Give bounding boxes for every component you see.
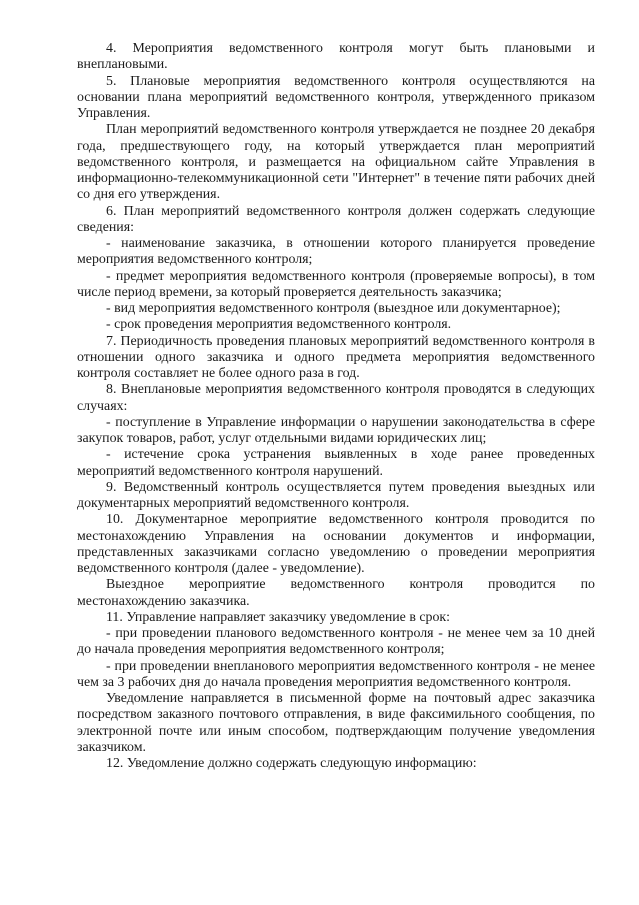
paragraph-item-11: 11. Управление направляет заказчику уведомление в срок:: [106, 609, 451, 625]
paragraph-item-5: 5. Плановые мероприятия ведомственного контроля осуществляются на основании плана мероприятий ведомственного контроля, утвержденного приказом Управления.: [77, 73, 595, 121]
paragraph-item-7: 7. Периодичность проведения плановых мероприятий ведомственного контроля в отношении одного заказчика и одного предмета мероприятия ведомственного контроля составляет не более одного раза в год.: [77, 333, 595, 381]
list-item-deadline-expiry: - истечение срока устранения выявленных в ходе ранее проведенных мероприятий ведомственного контроля нарушений.: [77, 447, 595, 479]
paragraph-item-10: 10. Документарное мероприятие ведомственного контроля проводится по местонахождению Управления на основании документов и информации, представленных заказчиками согласно уведомлению о проведении мероприятия ведомственного контроля (далее - уведомление).: [77, 512, 595, 576]
list-item-planned-notice: - при проведении планового ведомственного контроля - не менее чем за 10 дней до начала проведения мероприятия ведомственного контроля;: [77, 626, 595, 658]
paragraph-notice-delivery: Уведомление направляется в письменной форме на почтовый адрес заказчика посредством заказного почтового отправления, в виде факсимильного сообщения, по электронной почте или иным способом, подтверждающим получение уведомления заказчиком.: [77, 691, 595, 755]
paragraph-item-6: 6. План мероприятий ведомственного контроля должен содержать следующие сведения:: [77, 203, 595, 235]
list-item-customer-name: - наименование заказчика, в отношении которого планируется проведение мероприятия ведомственного контроля;: [77, 236, 595, 268]
paragraph-plan-approval: План мероприятий ведомственного контроля утверждается не позднее 20 декабря года, предшествующего году, на который утверждается план мероприятий ведомственного контроля, и размещается на официальном сайте Управления в информационно-телекоммуникационной сети "Интернет" в течение пяти рабочих дней со дня его утверждения.: [77, 122, 595, 203]
paragraph-item-9: 9. Ведомственный контроль осуществляется путем проведения выездных или документарных мероприятий ведомственного контроля.: [77, 479, 595, 511]
list-item-control-subject: - предмет мероприятия ведомственного контроля (проверяемые вопросы), в том числе период времени, за который проверяется деятельность заказчика;: [77, 268, 595, 300]
paragraph-item-12: 12. Уведомление должно содержать следующую информацию:: [106, 756, 477, 771]
list-item-control-term: - срок проведения мероприятия ведомственного контроля.: [106, 317, 452, 333]
list-item-control-type: - вид мероприятия ведомственного контроля (выездное или документарное);: [106, 301, 561, 316]
paragraph-item-4: 4. Мероприятия ведомственного контроля могут быть плановыми и внеплановыми.: [77, 41, 595, 73]
paragraph-field-inspection: Выездное мероприятие ведомственного контроля проводится по местонахождению заказчика.: [77, 577, 595, 609]
list-item-unplanned-notice: - при проведении внепланового мероприятия ведомственного контроля - не менее чем за 3 рабочих дня до начала проведения мероприятия ведомственного контроля.: [77, 658, 595, 690]
list-item-violation-info: - поступление в Управление информации о нарушении законодательства в сфере закупок товаров, работ, услуг отдельными видами юридических лиц;: [77, 414, 595, 446]
paragraph-item-8: 8. Внеплановые мероприятия ведомственного контроля проводятся в следующих случаях:: [77, 382, 595, 414]
